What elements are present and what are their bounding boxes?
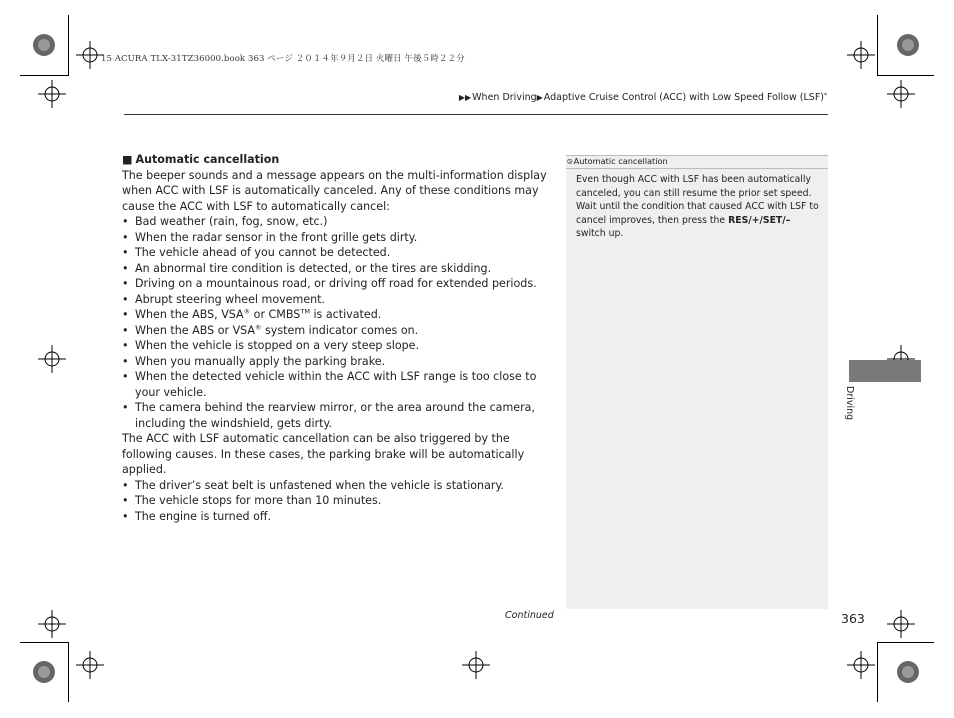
list-item: • The camera behind the rearview mirror, or the area around the camera, including the windshield, gets dirty. [122,400,558,431]
list-item: • Bad weather (rain, fog, snow, etc.) [122,214,558,230]
list-item: • When the detected vehicle within the ACC with LSF range is too close to your vehicle. [122,369,558,400]
list-item: • When you manually apply the parking brake. [122,354,558,370]
file-header: 15 ACURA TLX-31TZ36000.book 363 ページ ２０１４年９月２日 火曜日 午後５時２２分 [101,54,465,64]
header-rule [124,114,828,115]
list-item: • When the ABS or VSA® system indicator comes on. [122,323,558,339]
breadcrumb-level1: When Driving [472,92,537,103]
main-column [122,152,558,524]
list-item: • Abrupt steering wheel movement. [122,292,558,308]
breadcrumb-level2: Adaptive Cruise Control (ACC) with Low Speed Follow (LSF) [543,92,824,103]
breadcrumb-marker: * [824,92,827,99]
square-bullet-icon: ■ [122,153,133,166]
sidebar-note-title: ⧁Automatic cancellation [567,156,668,166]
list-item: • The vehicle stops for more than 10 minutes. [122,493,558,509]
parking-causes-list [122,478,558,525]
arrow-box-icon: ⧁ [567,158,573,166]
breadcrumb [459,92,827,103]
arrow-icon: ▶ [536,93,543,102]
parking-brake-paragraph: The ACC with LSF automatic cancellation can be also triggered by the following causes. In these cases, the parking brake will be automatically applied. [122,432,525,476]
continued-label: Continued [505,610,554,621]
intro-paragraph: The beeper sounds and a message appears on the multi-information display when ACC with LSF is automatically canceled. Any of these conditions may cause the ACC with LSF to automatically cancel: [122,168,547,213]
page-number: 363 [841,611,865,626]
list-item: • When the ABS, VSA® or CMBS™ is activated. [122,307,558,323]
list-item: • The engine is turned off. [122,509,558,525]
list-item: • The vehicle ahead of you cannot be detected. [122,245,558,261]
heading-text: Automatic cancellation [135,153,280,166]
list-item: • An abnormal tire condition is detected, or the tires are skidding. [122,261,558,277]
switch-label: RES/+/SET/– [728,214,791,226]
chapter-tab-label: Driving [844,386,855,421]
list-item: • When the radar sensor in the front grille gets dirty. [122,230,558,246]
section-heading [122,152,558,168]
sidebar-note-body: Even though ACC with LSF has been automatically canceled, you can still resume the prior set speed. Wait until the condition that caused ACC with LSF to cancel improves, then press the RES/+/SET/– switch up. [576,174,819,239]
list-item: • When the vehicle is stopped on a very steep slope. [122,338,558,354]
chapter-tab [849,360,921,382]
list-item: • Driving on a mountainous road, or driving off road for extended periods. [122,276,558,292]
double-arrow-icon: ▶▶ [458,93,472,102]
list-item: • The driver’s seat belt is unfastened when the vehicle is stationary. [122,478,558,494]
cancellation-conditions-list [122,214,558,431]
